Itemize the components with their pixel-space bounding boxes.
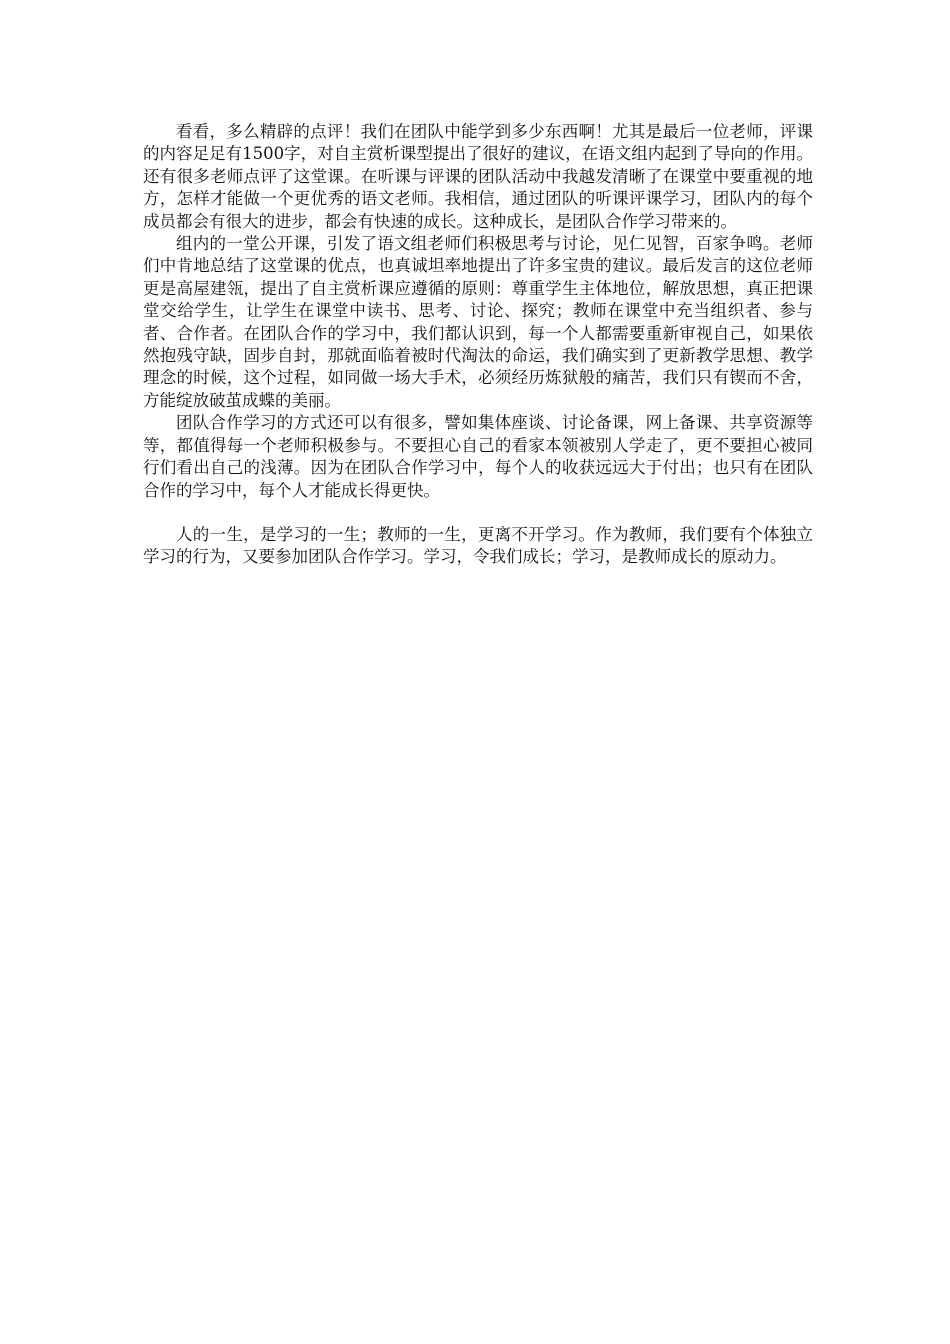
- paragraph-4: 人的一生，是学习的一生；教师的一生，更离不开学习。作为教师，我们要有个体独立学习的行为，又要参加团队合作学习。学习，令我们成长；学习，是教师成长的原动力。: [143, 524, 813, 567]
- paragraph-2: 组内的一堂公开课，引发了语文组老师们积极思考与讨论，见仁见智，百家争鸣。老师们中肯地总结了这堂课的优点，也真诚坦率地提出了许多宝贵的建议。最后发言的这位老师更是高屋建瓴，提出了自主赏析课应遵循的原则：尊重学生主体地位，解放思想，真正把课堂交给学生，让学生在课堂中读书、思考、讨论、探究；教师在课堂中充当组织者、参与者、合作者。在团队合作的学习中，我们都认识到，每一个人都需要重新审视自己，如果依然抱残守缺，固步自封，那就面临着被时代淘汰的命运，我们确实到了更新教学思想、教学理念的时候，这个过程，如同做一场大手术，必须经历炼狱般的痛苦，我们只有锲而不舍，方能绽放破茧成蝶的美丽。: [143, 234, 813, 410]
- paragraph-3: 团队合作学习的方式还可以有很多，譬如集体座谈、讨论备课，网上备课、共享资源等等，都值得每一个老师积极参与。不要担心自己的看家本领被别人学走了，更不要担心被同行们看出自己的浅薄。因为在团队合作学习中，每个人的收获远远大于付出；也只有在团队合作的学习中，每个人才能成长得更快。: [143, 413, 813, 500]
- document-body: [143, 121, 813, 569]
- paragraph-1: 看看，多么精辟的点评！我们在团队中能学到多少东西啊！尤其是最后一位老师，评课的内容足足有1500字，对自主赏析课型提出了很好的建议，在语文组内起到了导向的作用。还有很多老师点评了这堂课。在听课与评课的团队活动中我越发清晰了在课堂中要重视的地方，怎样才能做一个更优秀的语文老师。我相信，通过团队的听课评课学习，团队内的每个成员都会有很大的进步，都会有快速的成长。这种成长，是团队合作学习带来的。: [143, 122, 813, 231]
